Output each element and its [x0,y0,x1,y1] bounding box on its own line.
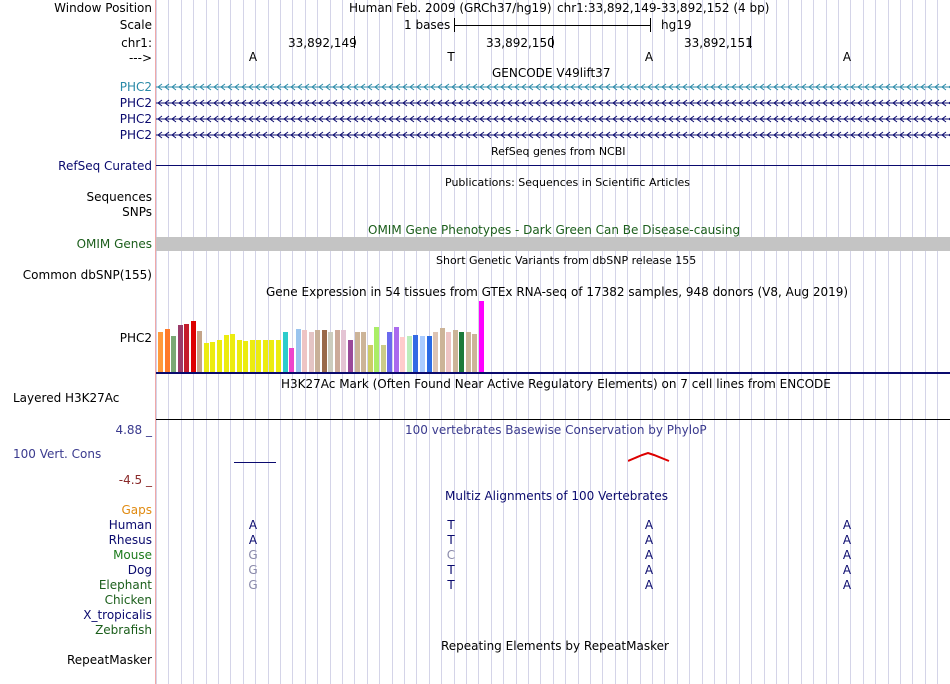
gtex-tissue-bar[interactable] [191,321,196,372]
gtex-tissue-bar[interactable] [263,340,268,372]
gtex-tissue-bar[interactable] [413,335,418,372]
gtex-tissue-bar[interactable] [184,324,189,372]
gtex-tissue-bar[interactable] [459,332,464,372]
gtex-tissue-bar[interactable] [446,332,451,372]
publications-snps-label[interactable]: SNPs [122,205,152,219]
chrom-label: chr1: [121,36,152,50]
gtex-tissue-bar[interactable] [158,332,163,372]
chrom-tick-1 [354,36,355,48]
multiz-base: T [447,563,455,577]
multiz-base: A [644,578,654,592]
scale-build-text: hg19 [661,18,692,32]
gtex-tissue-bar[interactable] [289,348,294,372]
repeatmasker-title: Repeating Elements by RepeatMasker [441,639,669,653]
gtex-tissue-bar[interactable] [341,330,346,372]
gtex-tissue-bar[interactable] [348,340,353,372]
gencode-title: GENCODE V49lift37 [492,66,611,80]
gtex-tissue-bar[interactable] [237,340,242,372]
multiz-base: G [248,548,258,562]
multiz-base: C [446,548,456,562]
gtex-tissue-bar[interactable] [355,332,360,372]
gtex-tissue-bar[interactable] [381,345,386,372]
phylop-max-label: 4.88 _ [115,423,152,437]
gtex-tissue-bar[interactable] [335,330,340,372]
gtex-tissue-bar[interactable] [309,332,314,372]
gtex-bar-chart[interactable] [156,300,950,372]
multiz-species-label[interactable]: Zebrafish [95,623,152,637]
gtex-tissue-bar[interactable] [230,334,235,372]
chrom-position-2: 33,892,150 [486,36,555,50]
window-range-text: chr1:33,892,149-33,892,152 (4 bp) [557,1,770,15]
phylop-low-segment [234,462,276,463]
chrom-tick-2 [552,36,553,48]
multiz-base: A [644,548,654,562]
gtex-tissue-bar[interactable] [472,334,477,372]
gtex-tissue-bar[interactable] [394,327,399,372]
h3k27ac-label[interactable]: Layered H3K27Ac [13,391,120,405]
multiz-base: A [842,533,852,547]
multiz-gaps-label[interactable]: Gaps [121,503,152,517]
multiz-base: A [842,563,852,577]
phylop-min-label: -4.5 _ [118,473,152,487]
scale-bases-text: 1 bases [404,18,451,32]
multiz-base: A [644,533,654,547]
gencode-transcript-1[interactable] [156,81,950,93]
gtex-tissue-bar[interactable] [178,325,183,372]
refseq-label[interactable]: RefSeq Curated [58,159,152,173]
h3k27ac-title: H3K27Ac Mark (Often Found Near Active Regulatory Elements) on 7 cell lines from ENCODE [281,377,831,391]
strand-label: ---> [128,51,152,65]
multiz-base: T [447,578,455,592]
omim-phenotype-bar[interactable] [156,237,950,251]
gtex-tissue-bar[interactable] [479,301,484,372]
multiz-base: T [447,533,455,547]
multiz-base: G [248,563,258,577]
multiz-species-label[interactable]: X_tropicalis [83,608,152,622]
gtex-label[interactable]: PHC2 [119,331,152,345]
gencode-track-label-2[interactable]: PHC2 [119,96,152,110]
chrom-position-3: 33,892,151 [684,36,753,50]
gtex-tissue-bar[interactable] [204,343,209,372]
multiz-species-label[interactable]: Mouse [113,548,152,562]
gtex-tissue-bar[interactable] [276,340,281,372]
omim-title: OMIM Gene Phenotypes - Dark Green Can Be Disease-causing [368,223,741,237]
strand-base-3: A [644,50,654,64]
multiz-species-label[interactable]: Elephant [98,578,152,592]
gtex-tissue-bar[interactable] [197,331,202,372]
refseq-title: RefSeq genes from NCBI [491,145,626,158]
gtex-tissue-bar[interactable] [407,336,412,372]
multiz-species-label[interactable]: Rhesus [108,533,152,547]
gtex-tissue-bar[interactable] [296,329,301,372]
phylop-peak [628,452,670,462]
gtex-tissue-bar[interactable] [387,332,392,372]
multiz-base: A [248,518,258,532]
gtex-tissue-bar[interactable] [250,340,255,372]
chrom-position-1: 33,892,149 [288,36,357,50]
gtex-tissue-bar[interactable] [400,337,405,372]
window-position-label: Window Position [54,1,152,15]
scale-label: Scale [119,18,152,32]
phylop-title: 100 vertebrates Basewise Conservation by PhyloP [405,423,707,437]
gtex-tissue-bar[interactable] [302,330,307,372]
gtex-tissue-bar[interactable] [433,332,438,372]
gtex-tissue-bar[interactable] [368,345,373,372]
gtex-title: Gene Expression in 54 tissues from GTEx RNA-seq of 17382 samples, 948 donors (V8, Aug 2019) [266,285,849,299]
gtex-tissue-bar[interactable] [466,332,471,372]
gtex-tissue-bar[interactable] [165,329,170,372]
gencode-transcript-4[interactable] [156,129,950,141]
multiz-base: A [248,533,258,547]
multiz-species-label[interactable]: Chicken [104,593,152,607]
gtex-tissue-bar[interactable] [322,330,327,372]
multiz-base: T [447,518,455,532]
gtex-tissue-bar[interactable] [269,340,274,372]
repeatmasker-label[interactable]: RepeatMasker [66,653,152,667]
gencode-transcript-3[interactable] [156,113,950,125]
refseq-gene-line[interactable] [156,165,950,166]
gtex-tissue-bar[interactable] [328,332,333,372]
gtex-tissue-bar[interactable] [420,336,425,372]
chrom-tick-3 [750,36,751,48]
gtex-baseline [156,372,950,374]
gtex-tissue-bar[interactable] [315,330,320,372]
multiz-title: Multiz Alignments of 100 Vertebrates [445,489,669,503]
gencode-transcript-2[interactable] [156,97,950,109]
multiz-base: A [842,578,852,592]
gencode-track-label-3[interactable]: PHC2 [119,112,152,126]
gene-chevron-line [156,97,950,109]
gene-chevron-line [156,81,950,93]
strand-base-2: T [447,50,455,64]
gtex-tissue-bar[interactable] [427,336,432,372]
gtex-tissue-bar[interactable] [361,332,366,372]
dbsnp-label[interactable]: Common dbSNP(155) [22,268,152,282]
gtex-tissue-bar[interactable] [283,332,288,372]
phylop-label[interactable]: 100 Vert. Cons [13,447,102,461]
gtex-tissue-bar[interactable] [256,340,261,372]
multiz-species-label[interactable]: Dog [127,563,152,577]
gene-chevron-line [156,113,950,125]
gtex-tissue-bar[interactable] [243,341,248,372]
gtex-tissue-bar[interactable] [210,342,215,372]
h3k27ac-baseline [156,419,950,420]
gtex-tissue-bar[interactable] [453,330,458,372]
publications-title: Publications: Sequences in Scientific Articles [445,176,690,189]
assembly-text: Human Feb. 2009 (GRCh37/hg19) [349,1,552,15]
multiz-base: A [842,518,852,532]
multiz-base: A [842,548,852,562]
multiz-base: G [248,578,258,592]
publications-sequences-label[interactable]: Sequences [86,190,152,204]
gtex-tissue-bar[interactable] [217,340,222,372]
gtex-tissue-bar[interactable] [171,336,176,372]
scale-bar [454,18,651,32]
gtex-tissue-bar[interactable] [224,335,229,372]
multiz-species-label[interactable]: Human [108,518,152,532]
omim-label[interactable]: OMIM Genes [76,237,152,251]
gene-chevron-line [156,129,950,141]
gencode-track-label-4[interactable]: PHC2 [119,128,152,142]
gencode-track-label-1[interactable]: PHC2 [119,80,152,94]
dbsnp-title: Short Genetic Variants from dbSNP release 155 [436,254,697,267]
gtex-tissue-bar[interactable] [440,328,445,372]
multiz-base: A [644,563,654,577]
strand-base-4: A [842,50,852,64]
gtex-tissue-bar[interactable] [374,327,379,372]
multiz-base: A [644,518,654,532]
strand-base-1: A [248,50,258,64]
